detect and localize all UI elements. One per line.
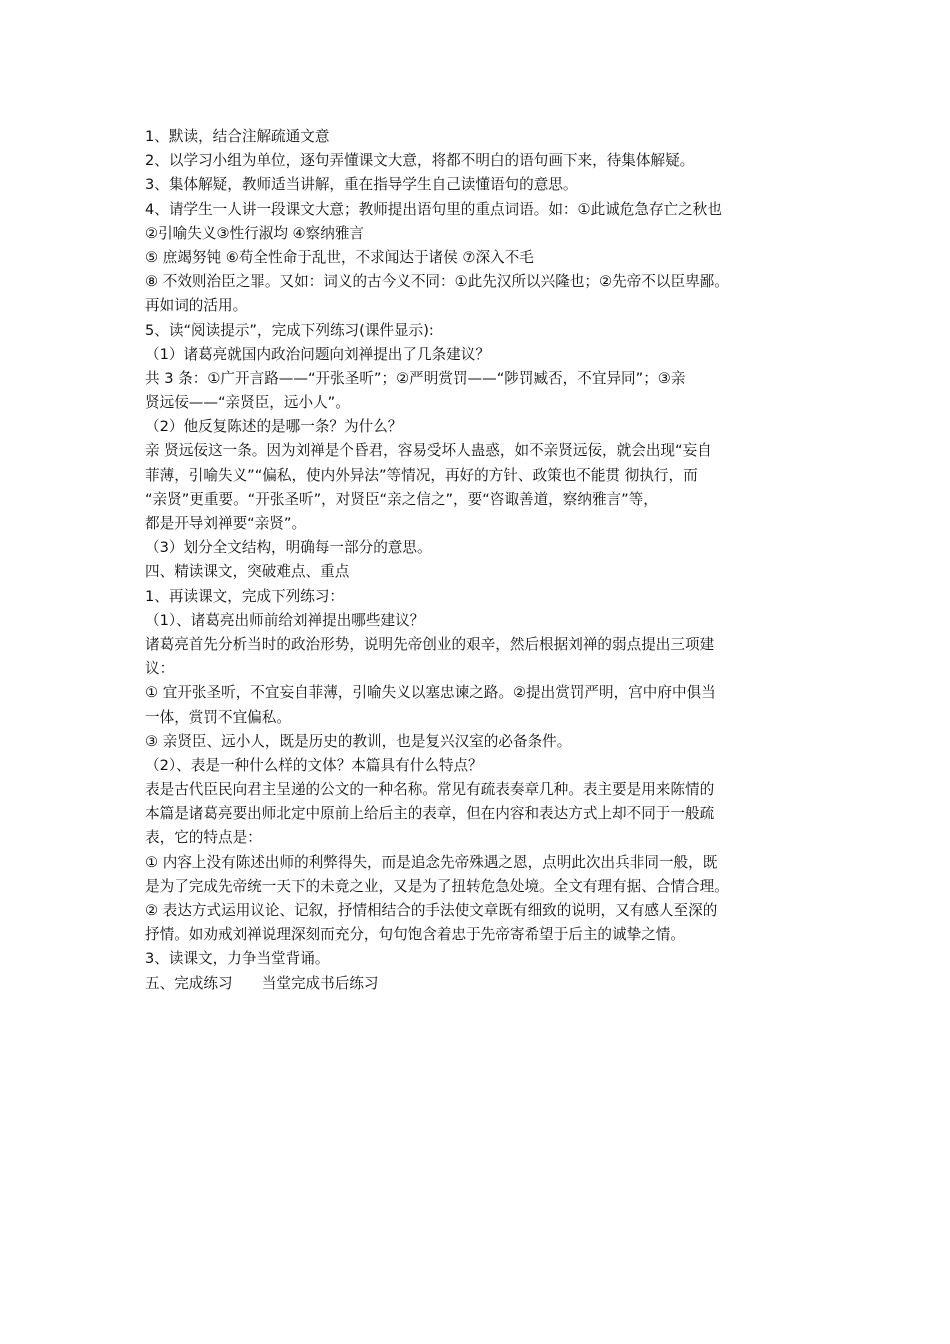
text-line-31: ① 内容上没有陈述出师的利弊得失，而是追念先帝殊遇之恩，点明此次出兵非同一般，既 xyxy=(145,853,718,871)
text-line-8: 再如词的活用。 xyxy=(145,297,248,315)
text-line-25: 一体，赏罚不宜偏私。 xyxy=(145,708,291,726)
text-line-14: 亲 贤远佞这一条。因为刘禅是个昏君，容易受坏人蛊惑，如不亲贤远佞，就会出现“妄自 xyxy=(145,442,712,460)
text-line-5: ②引喻失义③性行淑均 ④察纳雅言 xyxy=(145,224,365,242)
text-line-2: 2、以学习小组为单位，逐句弄懂课文大意，将都不明白的语句画下来，待集体解疑。 xyxy=(145,152,695,170)
text-line-18: （3）划分全文结构，明确每一部分的意思。 xyxy=(145,539,432,557)
text-line-23: 议： xyxy=(145,660,175,678)
text-line-34: 抒情。如劝戒刘禅说理深刻而充分，句句饱含着忠于先帝寄希望于后主的诚挚之情。 xyxy=(145,926,685,944)
text-line-13: （2）他反复陈述的是哪一条？为什么？ xyxy=(145,418,403,436)
document-page xyxy=(145,125,813,996)
text-line-29: 本篇是诸葛亮要出师北定中原前上给后主的表章，但在内容和表达方式上却不同于一般疏 xyxy=(145,805,715,823)
text-line-9: 5、读“阅读提示”，完成下列练习(课件显示): xyxy=(145,321,434,339)
text-line-35: 3、读课文，力争当堂背诵。 xyxy=(145,950,330,968)
text-line-33: ② 表达方式运用议论、记叙，抒情相结合的手法使文章既有细致的说明，又有感人至深的 xyxy=(145,902,718,919)
text-line-27: （2）、表是一种什么样的文体？本篇具有什么特点？ xyxy=(145,756,483,774)
text-line-15: 菲薄，引喻失义”“偏私，使内外异法”等情况，再好的方针、政策也不能贯 彻执行，而 xyxy=(145,466,698,484)
text-line-7: ⑧ 不效则治臣之罪。又如：词义的古今义不同：①此先汉所以兴隆也；②先帝不以臣卑鄙。 xyxy=(145,273,729,291)
text-line-20: 1、再读课文，完成下列练习： xyxy=(145,587,345,605)
text-line-24: ① 宜开张圣听，不宜妄自菲薄，引喻失义以塞忠谏之路。②提出赏罚严明，宫中府中俱当 xyxy=(145,684,716,702)
text-line-17: 都是开导刘禅要“亲贤”。 xyxy=(145,515,307,532)
text-line-36: 五、完成练习 当堂完成书后练习 xyxy=(145,974,379,992)
text-line-3: 3、集体解疑，教师适当讲解，重在指导学生自己读懂语句的意思。 xyxy=(145,176,578,194)
text-line-26: ③ 亲贤臣、远小人，既是历史的教训，也是复兴汉室的必备条件。 xyxy=(145,732,572,750)
text-line-12: 贤远佞——“亲贤臣，远小人”。 xyxy=(145,394,350,412)
text-line-4: 4、请学生一人讲一段课文大意；教师提出语句里的重点词语。如：①此诚危急存亡之秋也 xyxy=(145,200,722,218)
text-line-11: 共 3 条：①广开言路——“开张圣听”；②严明赏罚——“陟罚臧否，不宜异同”；③亲 xyxy=(145,369,686,387)
text-line-28: 表是古代臣民向君主呈递的公文的一种名称。常见有疏表奏章几种。表主要是用来陈情的 xyxy=(145,781,715,799)
text-line-32: 是为了完成先帝统一天下的未竟之业，又是为了扭转危急处境。全文有理有据、合情合理。 xyxy=(145,877,729,895)
text-line-21: （1）、诸葛亮出师前给刘禅提出哪些建议？ xyxy=(145,611,425,629)
text-line-6: ⑤ 庶竭努钝 ⑥苟全性命于乱世，不求闻达于诸侯 ⑦深入不毛 xyxy=(145,248,534,266)
text-line-16: “亲贤”更重要。“开张圣听”，对贤臣“亲之信之”，要“咨诹善道，察纳雅言”等， xyxy=(145,490,658,508)
text-line-19: 四、精读课文，突破难点、重点 xyxy=(145,563,350,581)
text-line-1: 1、默读，结合注解疏通文意 xyxy=(145,128,330,145)
text-line-30: 表，它的特点是： xyxy=(145,829,262,847)
text-line-10: （1）诸葛亮就国内政治问题向刘禅提出了几条建议？ xyxy=(145,345,490,363)
text-line-22: 诸葛亮首先分析当时的政治形势，说明先帝创业的艰辛，然后根据刘禅的弱点提出三项建 xyxy=(145,635,715,653)
